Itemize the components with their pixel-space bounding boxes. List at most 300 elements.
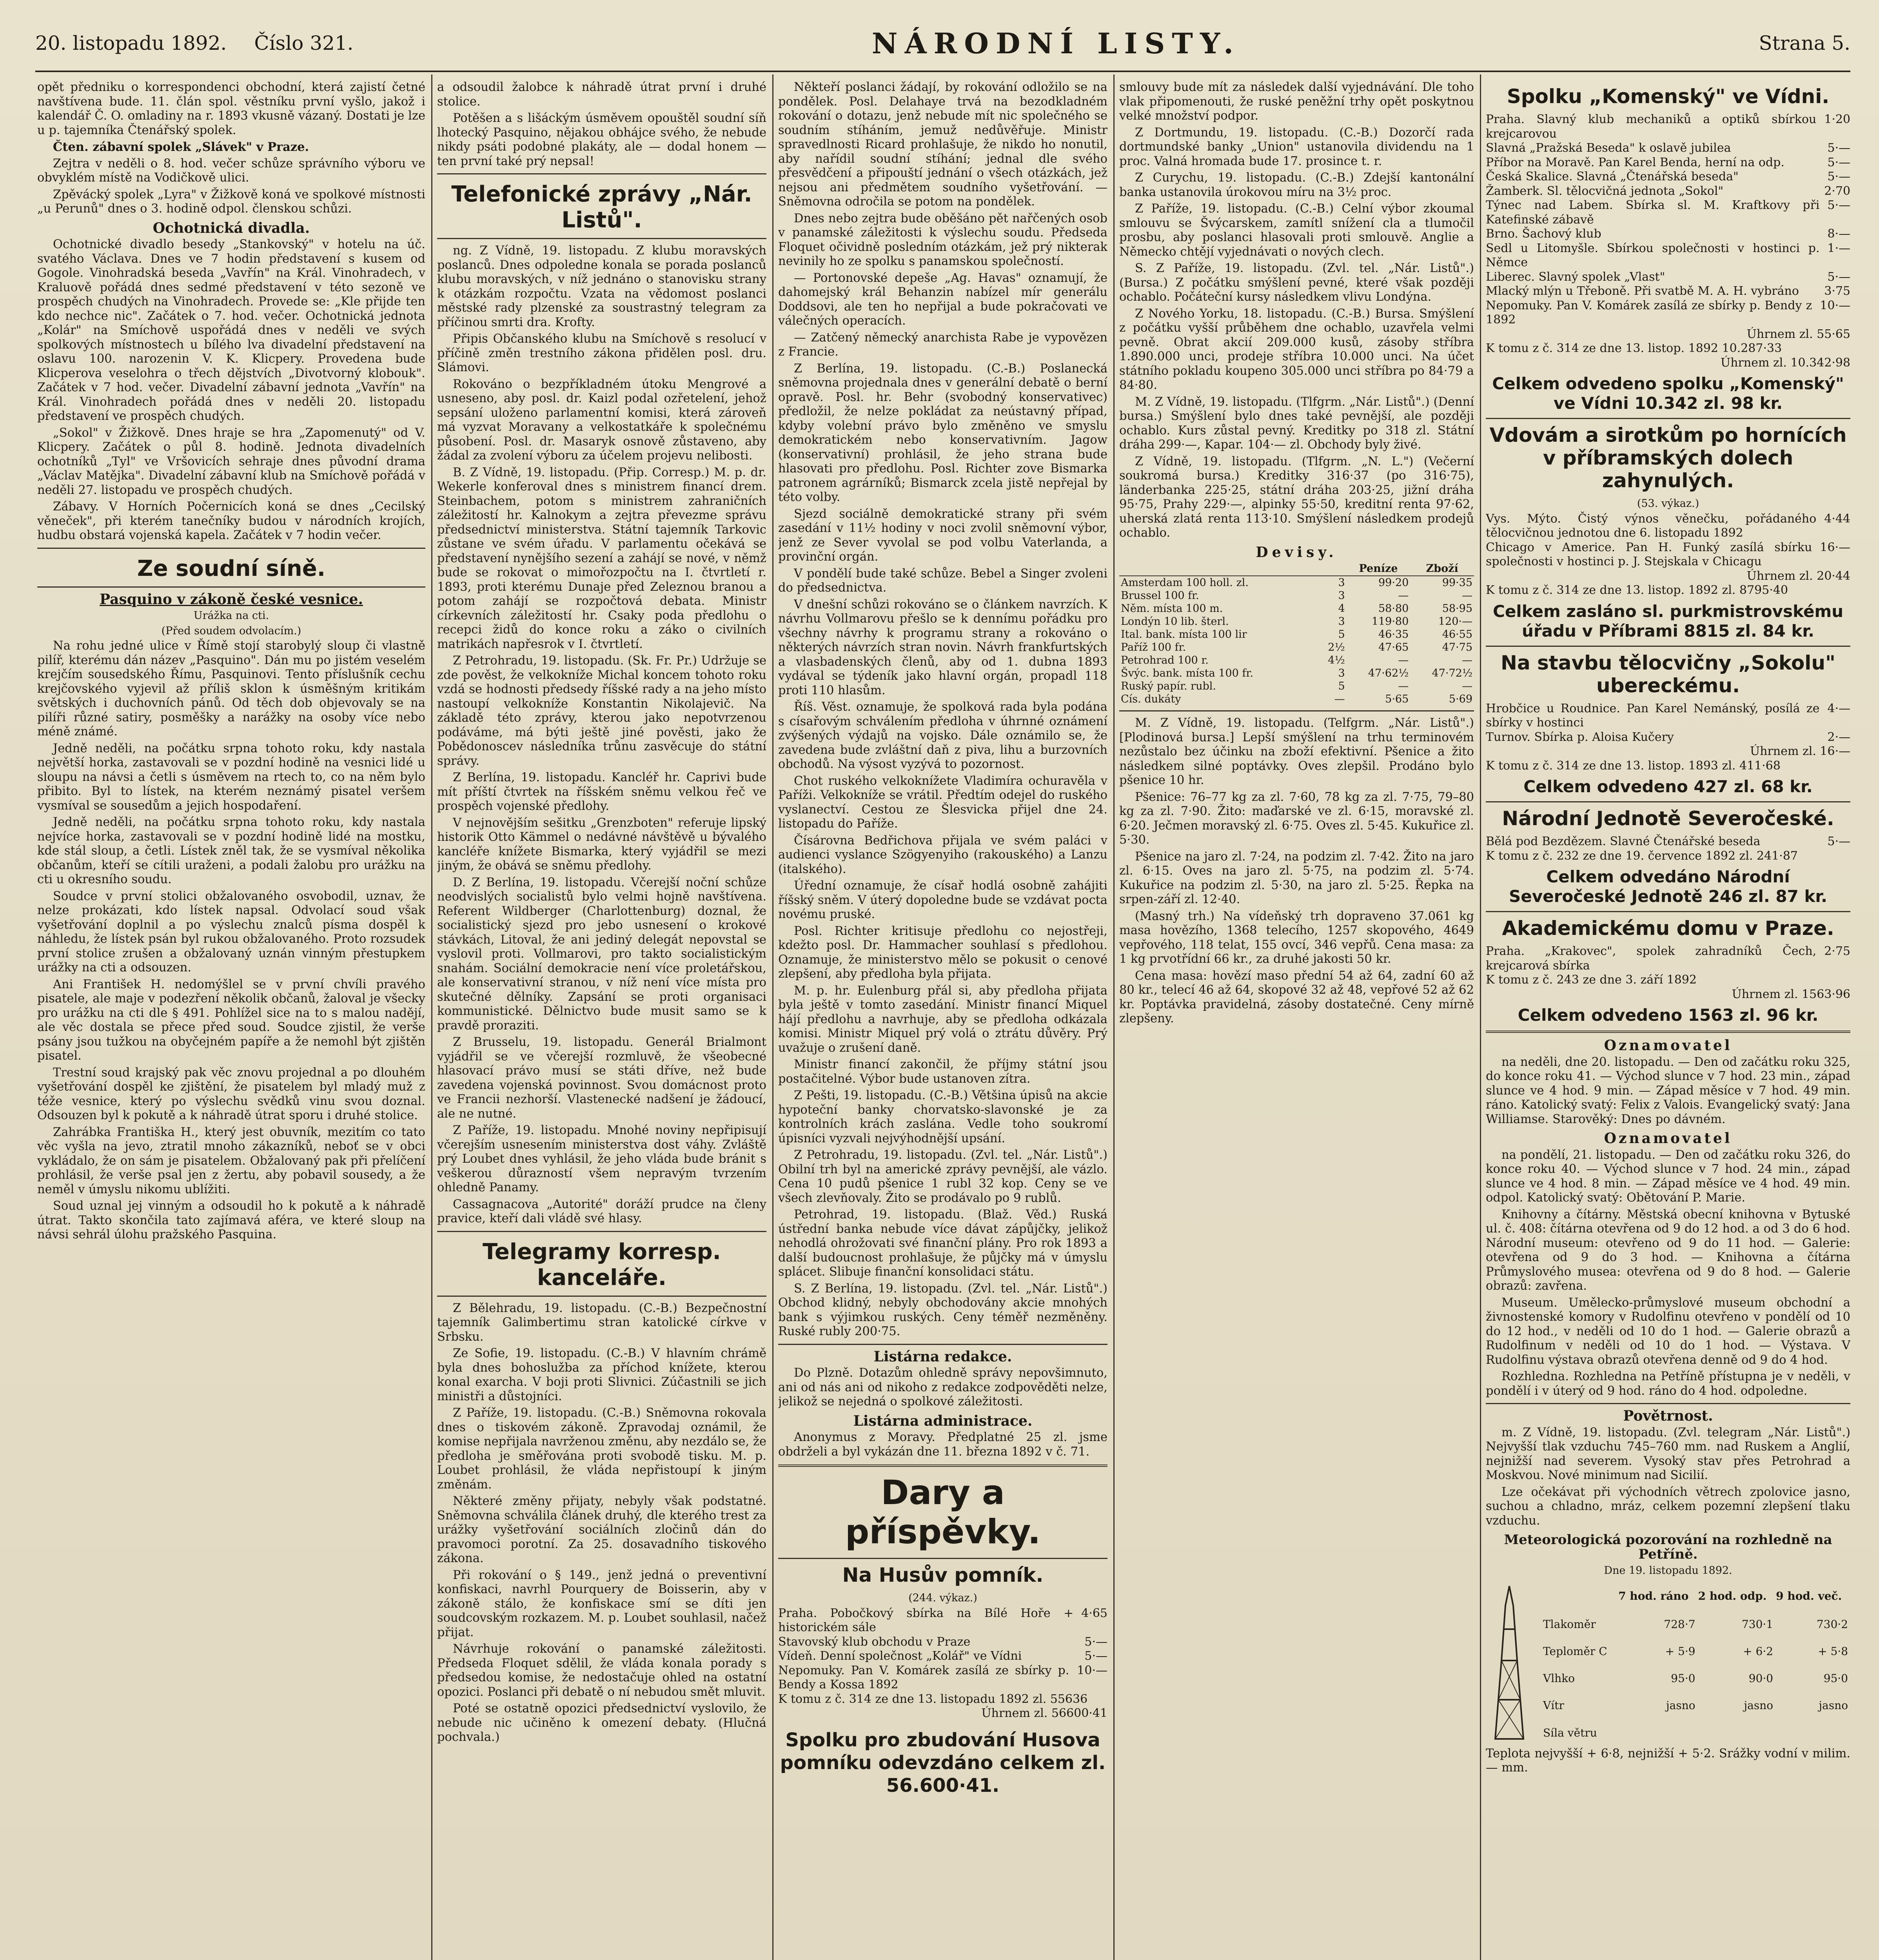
donor-label: Liberec. Slavný spolek „Vlast"	[1486, 270, 1665, 284]
article-subtitle: Urážka na cti.	[193, 610, 269, 622]
donation-row	[778, 1649, 1107, 1664]
table-cell: 47·75	[1442, 641, 1472, 653]
table-cell: 5·69	[1449, 693, 1472, 705]
table-cell: Ital. bank. místa 100 lir	[1121, 628, 1247, 641]
paragraph: smlouvy bude mít za následek další vyjednávání. Dle toho vlak připomenouti, že ruské peněžní trhy opět poskytnou velké množství podpor.	[1119, 80, 1474, 123]
table-cell: —	[1462, 680, 1472, 692]
weather-block	[1486, 1582, 1850, 1747]
table-cell: jasno	[1666, 1699, 1696, 1712]
table-cell: Paříž 100 fr.	[1121, 641, 1186, 653]
table-row	[1541, 1692, 1850, 1719]
donor-label: Vys. Mýto. Čistý výnos věnečku, pořádaného tělocvičnou jednotou dne 6. listopadu 1892	[1486, 512, 1817, 540]
paragraph: Z Dortmundu, 19. listopadu. (C.-B.) Dozorčí rada dortmundské banky „Union" ustanovila dividendu na 1 proc. Valná hromada bude 17. prosince t. r.	[1119, 125, 1474, 168]
table-cell: —	[1398, 654, 1409, 666]
paragraph: Někteří poslanci žádají, by rokování odložilo se na pondělek. Posl. Delahaye trvá na bezodkladném rokování o dotazu, jenž nebude mít nic společného se soudním stíháním, jemuž nedůvěřuje. Ministr spravedlnosti Ricard prohlašuje, že nikdo ho nonutil, aby nařídil soudní stíhání; jednal dle svého přesvědčení a připouští jednání o všech otázkách, jež nejsou ani předmětem soudního vyšetřování. — Sněmovna odročila se potom na pondělek.	[778, 80, 1107, 209]
donation-list	[1486, 702, 1850, 745]
table-row	[1119, 628, 1474, 641]
currency-table	[1119, 562, 1474, 706]
table-cell: Síla větru	[1543, 1726, 1597, 1739]
divider	[1119, 710, 1474, 711]
fund-banner: Spolku pro zbudování Husova pomníku odevzdáno celkem zl. 56.600·41.	[780, 1729, 1106, 1797]
article-title: Pasquino v zákoně české vesnice.	[100, 591, 363, 608]
fund-title: Akademickému domu v Praze.	[1502, 917, 1834, 940]
sum-row	[1486, 744, 1850, 759]
donor-label: Stavovský klub obchodu v Praze	[778, 1635, 971, 1649]
table-cell: 46·55	[1442, 628, 1472, 641]
donation-amount: 1·20	[1824, 113, 1850, 126]
column-5	[1486, 80, 1850, 1960]
column-4	[1119, 80, 1474, 1960]
table-row	[1119, 680, 1474, 693]
sum-row	[1486, 356, 1850, 370]
divider	[437, 1231, 766, 1232]
fund-title: Na Husův pomník.	[842, 1564, 1044, 1586]
table-cell: Londýn 10 lib. šterl.	[1121, 615, 1229, 628]
table-cell: 5	[1338, 680, 1345, 692]
paragraph: Pšenice: 76–77 kg za zl. 7·60, 78 kg za zl. 7·75, 79–80 kg za zl. 7·90. Žito: maďarské ve zl. 6·15, moravské zl. 6·20. Ječmen moravský zl. 6·75. Oves zl. 5·45. Kukuřice zl. 5·30.	[1119, 790, 1474, 847]
paragraph: Z Berlína, 19. listopadu. (C.-B.) Poslanecká sněmovna projednala dnes v generální debatě o berní opravě. Posl. hr. Behr (svobodný konservativec) předložil, že nelze pokládat za neústavný případ, kdyby volební právo bylo změněno ve smyslu demokratickém nebo konservativním. Jagow (konservativní) prohlásil, že jeho strana bude hlasovati pro předlohu. Posl. Richter zove Bismarka patronem agrárníků; Bismarck zcela jistě nepřejal by této volby.	[778, 361, 1107, 504]
table-cell: Amsterdam 100 holl. zl.	[1121, 577, 1249, 589]
column-header	[1541, 1582, 1618, 1611]
table-cell: 99·20	[1378, 577, 1409, 589]
donation-amount: 4·65	[1081, 1606, 1107, 1620]
paragraph: Z Paříže, 19. listopadu. Mnohé noviny nepřipisují včerejším usnesením ministerstva dost váhy. Zvláště prý Loubet dnes vyhlásil, že jeho vláda bude bránit s veškerou důrazností všem nepravým tvrzením ohledně Panamy.	[437, 1123, 766, 1194]
donation-amount: 4·44	[1824, 512, 1850, 526]
sum-row	[1486, 341, 1850, 356]
column-2	[437, 80, 766, 1960]
table-cell: 730·2	[1816, 1617, 1848, 1631]
table-cell: —	[1334, 693, 1345, 705]
paragraph: Z Bělehradu, 19. listopadu. (C.-B.) Bezpečnostní tajemník Galimbertimu stran katolické církve v Srbsku.	[437, 1301, 766, 1344]
donation-row	[1486, 835, 1850, 849]
paragraph: Poté se ostatně opozici předsednictví vyslovilo, že nebude nic učiněno k omezení debaty. (Hlučná pochvala.)	[437, 1702, 766, 1744]
paragraph: Zahrábka Františka H., který jest obuvník, mezitím co tato věc vyšla na jevo, ztratil mnoho zákazníků, neboť se v obci vykládalo, že on sám je pisatelem. Obžalovaný pak při přelíčení prohlásil, že verše psal jen z žertu, aby pobavil sousedy, a že neměl v úmyslu nikomu ublížiti.	[37, 1125, 425, 1196]
sum-label: K tomu z č. 314 ze dne 13. listop. 1892 10.287·33	[1486, 341, 1782, 355]
paragraph: Sjezd sociálně demokratické strany při svém zasedání v 11½ hodiny v noci zvolil sněmovní výbor, jenž ze Sever vyvolal se pod volbu Vaterlanda, a provinční orgán.	[778, 507, 1107, 564]
fund-total: Celkem odvedáno Národní Severočeské Jednotě 246 zl. 87 kr.	[1509, 867, 1827, 906]
table-row	[1119, 589, 1474, 602]
column-rule	[1113, 74, 1115, 1960]
paragraph: S. Z Berlína, 19. listopadu. (Zvl. tel. „Nár. Listů".) Obchod klidný, nebyly obchodovány akcie mnohých bank s výjimkou ruských. Ceny téměř nezměněny. Ruské rubly 200·75.	[778, 1281, 1107, 1338]
fund-title: Národní Jednotě Severočeské.	[1502, 807, 1834, 830]
paragraph: Pšenice na jaro zl. 7·24, na podzim zl. 7·42. Žito na jaro zl. 6·15. Oves na jaro zl. 5·75, na podzim zl. 5·74. Kukuřice na podzim zl. 5·30, na jaro zl. 5·25. Řepka na srpen-září zl. 12·40.	[1119, 849, 1474, 906]
donor-label: Slavná „Pražská Beseda" k oslavě jubilea	[1486, 141, 1731, 155]
donor-label: Praha. „Krakovec", spolek zahradníků Čech, krejcarová sbírka	[1486, 944, 1817, 973]
donation-amount: 5·—	[1084, 1649, 1107, 1663]
donation-row	[1486, 299, 1850, 327]
divider	[778, 1465, 1107, 1467]
paragraph: — Portonovské depeše „Ag. Havas" oznamují, že dahomejský král Behanzin nabízel mír generálu Doddsovi, ale ten ho nepřijal a bude pokračovati ve válečných operacích.	[778, 271, 1107, 328]
donation-row	[1486, 156, 1850, 170]
section-subheading: Listárna redakce.	[873, 1348, 1012, 1365]
divider	[778, 1344, 1107, 1345]
table-cell: Teploměr C	[1543, 1644, 1607, 1658]
donations-heading: Dary a příspěvky.	[845, 1473, 1041, 1552]
paragraph: Připis Občanského klubu na Smíchově s resolucí v příčině změn trestního zákona přidělen posl. dru. Slámovi.	[437, 332, 766, 374]
table-cell	[1776, 1719, 1850, 1746]
page-header	[35, 16, 1850, 72]
fund-total: Celkem odvedeno 427 zl. 68 kr.	[1523, 777, 1813, 796]
fund-title: Vdovám a sirotkům po hornících v příbramských dolech zahynulých.	[1489, 424, 1847, 492]
sum-row	[1486, 849, 1850, 864]
sum-row	[778, 1692, 1107, 1707]
table-cell: 47·62½	[1368, 667, 1409, 679]
donation-row	[1486, 541, 1850, 569]
divider	[1486, 911, 1850, 912]
paragraph: Anonymus z Moravy. Předplatné 25 zl. jsme obdrželi a byl vykázán dne 11. března 1892 v č. 71.	[778, 1430, 1107, 1459]
column-1	[37, 80, 425, 1960]
masthead-title: NÁRODNÍ LISTY.	[871, 26, 1241, 60]
donation-amount: 2·70	[1824, 184, 1850, 198]
donor-label: Týnec nad Labem. Sbírka sl. M. Kraftkovy při Katefinské zábavě	[1486, 198, 1820, 227]
donor-label: Bělá pod Bezdězem. Slavné Čtenářské beseda	[1486, 835, 1761, 848]
donation-row	[1486, 284, 1850, 299]
table-row	[1541, 1665, 1850, 1692]
table-cell: 3	[1338, 667, 1345, 679]
paragraph: a odsoudil žalobce k náhradě útrat první i druhé stolice.	[437, 80, 766, 109]
paragraph: M. Z Vídně, 19. listopadu. (Telfgrm. „Nár. Listů".) [Plodinová bursa.] Lepší smýšlení na trhu terminovém nezůstalo bez účinku na zboží efektivní. Pšenice a žito následkem silné poptávky. Oves zlepšil. Prodáno bylo pšenice 10 hr.	[1119, 716, 1474, 787]
sum-row	[1486, 583, 1850, 598]
column-header: 2 hod. odp.	[1698, 1590, 1767, 1603]
table-cell: Švýc. bank. místa 100 fr.	[1121, 667, 1253, 679]
paragraph: Cena masa: hovězí maso přední 54 až 64, zadní 60 až 80 kr., telecí 46 až 64, skopové 32 až 48, vepřové 52 až 62 kr. Poptávka pravidelná, zásoby dostatečné. Ceny mírně zlepšeny.	[1119, 969, 1474, 1025]
donor-label: Žamberk. Sl. tělocvičná jednota „Sokol"	[1486, 184, 1724, 198]
paragraph: Soud uznal jej vinným a odsoudil ho k pokutě a k náhradě útrat. Takto skončila tato zajímavá aféra, ve které sloup na návsi sehrál úlohu pražského Pasquina.	[37, 1199, 425, 1241]
section-heading-telephone: Telefonické zprávy „Nár. Listů".	[451, 181, 752, 233]
donation-row	[1486, 270, 1850, 285]
paragraph-heading: Čten. zábavní spolek „Slávek" v Praze.	[53, 140, 309, 154]
donation-amount: 10·—	[1820, 298, 1850, 312]
sum-label: K tomu z č. 314 ze dne 13. listopadu 1892 zl. 55636	[778, 1692, 1088, 1706]
paragraph: Ze Sofie, 19. listopadu. (C.-B.) V hlavním chrámě byla dnes bohoslužba za příchod knížete, kterou konal exarcha. V boji proti Slivnici. Zúčastnili se jich ministři a důstojníci.	[437, 1347, 766, 1403]
donor-label: Brno. Šachový klub	[1486, 227, 1601, 241]
table-cell	[1697, 1719, 1776, 1746]
paragraph: Při rokování o § 149., jenž jedná o preventivní konfiskaci, navrhl Pourquery de Boisserin, aby v zákoně stálo, že konfiskace smí se díti jen soudcovským rozkazem. M. p. Loubet souhlasil, načež přijat.	[437, 1568, 766, 1639]
table-cell: 90·0	[1748, 1672, 1773, 1685]
paragraph: Z Paříže, 19. listopadu. (C.-B.) Sněmovna rokovala dnes o tiskovém zákoně. Zpravodaj oznámil, že komise nepřijala navrženou změnu, aby nezdálo se, že předloha je směřována proti svobodě tisku. M. p. Loubet prohlásil, že vláda nepřistoupí k jiným změnám.	[437, 1406, 766, 1492]
column-header: Zboží	[1410, 562, 1474, 576]
section-subheading: Oznamovatel	[1604, 1130, 1732, 1147]
table-cell: 47·72½	[1432, 667, 1472, 679]
section-subheading: Povětrnost.	[1623, 1408, 1713, 1424]
divider	[437, 238, 766, 239]
column-header: 9 hod. več.	[1776, 1590, 1842, 1603]
donor-label: Turnov. Sbírka p. Aloisa Kučery	[1486, 730, 1674, 744]
divider	[1486, 646, 1850, 647]
divider	[437, 173, 766, 174]
table-cell: 119·80	[1371, 615, 1409, 628]
paragraph: Trestní soud krajský pak věc znovu projednal a po dlouhém vyšetřování dospěl ke zjištění, že pisatelem byl mladý muž z téže vesnice, který po výslechu svědků vinu svou doznal. Odsouzen byl k pokutě a k náhradě útrat sporu i druhé stolice.	[37, 1065, 425, 1122]
paragraph: Posl. Richter kritisuje předlohu co nejostřeji, kdežto posl. Dr. Hammacher souhlasí s předlohou. Oznamuje, že ministerstvo mělo se pokusit o cenové zlepšení, aby předloha byla přijata.	[778, 924, 1107, 981]
table-row	[1119, 615, 1474, 628]
donation-amount: 5·—	[1827, 270, 1850, 284]
sum-total: Úhrnem zl. 10.342·98	[1720, 356, 1850, 370]
table-cell: 3	[1338, 590, 1345, 602]
paragraph: Rokováno o bezpříkladném útoku Mengrové a usneseno, aby posl. dr. Kaizl podal ozřetelení, jehož sepsání uloženo parlamentní komisi, která zároveň má vyzvat Moravany a velkostatkáře k společnému působení. Posl. dr. Masaryk osnově zůstaveno, aby žádal za zvolení výboru za účelem projevu nelibosti.	[437, 377, 766, 463]
paragraph: Petrohrad, 19. listopadu. (Blaž. Věd.) Ruská ústřední banka nebude více dávat zápůjčky, jelikož nehodlá ohrožovati své finanční plány. Pro rok 1893 a další budoucnost prohlašuje, že půjčky má v úmyslu splácet. Slibuje finanční konsolidaci státu.	[778, 1208, 1107, 1279]
table-cell: 2½	[1328, 641, 1345, 653]
paragraph: Z Nového Yorku, 18. listopadu. (C.-B.) Bursa. Smýšlení z počátku vyšší průběhem dne ochablo, uzavřela velmi pevně. Obrat akcií 209.000 kusů, zásoby stříbra 1.890.000 unci, prodeje stříbra 10.000 unci. Na účet státního pokladu koupeno 305.000 unci stříbra po 84·79 a 84·80.	[1119, 307, 1474, 392]
issue-date: 20. listopadu 1892.	[35, 32, 227, 54]
sum-label: Úhrnem zl. 20·44	[1746, 569, 1850, 583]
donation-row	[1486, 170, 1850, 184]
column-header: 7 hod. ráno	[1618, 1590, 1689, 1603]
table-row	[1541, 1611, 1850, 1638]
table-cell: 95·0	[1823, 1672, 1848, 1685]
donation-amount: 5·—	[1827, 155, 1850, 169]
donor-label: Příbor na Moravě. Pan Karel Benda, herní na odp.	[1486, 155, 1785, 169]
table-cell: 4	[1338, 603, 1345, 615]
table-cell: Petrohrad 100 r.	[1121, 654, 1209, 666]
column-3	[778, 80, 1107, 1960]
sum-row	[1486, 973, 1850, 987]
paragraph: V dnešní schůzi rokováno se o článkem navrzích. K návrhu Vollmarovu přešlo se k dennímu pořádku pro všechny návrhy k programu strany a rokováno o některých návrzích stran novin. Návrh frankfurtských a vlasbadenských členů, aby od 1. dubna 1893 vydával se týdeník jako hlavní orgán, propadl 118 proti 110 hlasům.	[778, 597, 1107, 697]
sum-row	[778, 1706, 1107, 1721]
donation-amount: 2·—	[1827, 730, 1850, 744]
paragraph: Úřední oznamuje, že císař hodlá osobně zahájiti říšský sněm. V úterý dopoledne bude se vzdávat pocta novému pruské.	[778, 879, 1107, 921]
table-title: Devisy.	[1256, 544, 1338, 561]
donation-amount: 4·—	[1827, 701, 1850, 715]
paragraph: Říš. Věst. oznamuje, že spolková rada byla podána s císařovým schválením předloha v úhrnné oznámení zvýšených výdajů na vojsko. Dále oznámilo se, že zavedena bude zvláštní daň z piva, lihu a burzovních obchodů. Na výsost vyzývá to pozornost.	[778, 700, 1107, 771]
divider	[778, 1558, 1107, 1559]
donor-label: Sedl u Litomyšle. Sbírkou společnosti v hostinci p. Němce	[1486, 241, 1820, 269]
table-cell: Ruský papír. rubl.	[1121, 680, 1216, 692]
donation-row	[1486, 730, 1850, 745]
table-row	[1119, 654, 1474, 667]
table-cell: Tlakoměr	[1543, 1617, 1596, 1631]
paragraph: Dnes nebo zejtra bude oběšáno pět nařčených osob v panamské záležitosti k výslechu soudu. Předseda Floquet očividně posledním otázkám, jež prý nikterak nevinily ho ze spolku s panamskou společností.	[778, 211, 1107, 268]
donation-amount: 5·—	[1827, 835, 1850, 848]
paragraph: Z Brusselu, 19. listopadu. Generál Brialmont vyjádřil se ve včerejší rozmluvě, že všeobecné hlasovací právo musí se státi dříve, než bude zavedena vojenská povinnost. Svou domácnost proto ve Francii nezhorší. Vlastenecké nadšení je žádoucí, ale ne nutné.	[437, 1035, 766, 1121]
paragraph: Chot ruského velkoknížete Vladimíra ochuravěla v Paříži. Velkokníže se vrátil. Předtím odejel do ruského vyslanectví. Cestou ze Šlesvicka přijel dne 24. listopadu do Paříže.	[778, 774, 1107, 831]
paragraph: Z Paříže, 19. listopadu. (C.-B.) Celní výbor zkoumal smlouvu se Švýcarskem, zamítl snížení cla a tlumočil prosbu, aby poslanci hlasovali proti smlouvě. Anglie a Německo chtějí vyjednávati o nových clech.	[1119, 202, 1474, 259]
paragraph: Rozhledna. Rozhledna na Petříně přístupna je v neděli, v pondělí i v úterý od 9 hod. ráno do 4 hod. odpoledne.	[1486, 1370, 1850, 1398]
table-cell	[1618, 1719, 1697, 1746]
table-cell: —	[1462, 590, 1472, 602]
article-subtitle: (Před soudem odvolacím.)	[161, 624, 301, 637]
divider	[1486, 1403, 1850, 1404]
donor-label: Mlacký mlýn u Třeboně. Při svatbě M. A. H. vybráno	[1486, 284, 1799, 298]
fund-subtitle: (53. výkaz.)	[1637, 497, 1699, 510]
donation-row	[778, 1606, 1107, 1635]
donor-label: Praha. Pobočkový sbírka na Bílé Hoře + historickém sále	[778, 1606, 1074, 1634]
paragraph: opět předniku o korrespondenci obchodní, která zajistí četné navštívena bude. 11. člán spol. věstníku první vyšlo, jakož i kalendář Č. O. omladiny na r. 1893 vkusně vázaný. Dostati je lze u p. tajemníka Čtenářský spolek.	[37, 80, 425, 137]
paragraph: Některé změny přijaty, nebyly však podstatné. Sněmovna schválila článek druhý, dle kterého trest za urážky vyšetřování sociálních zločinů dán do pravomoci porotní. Za 25. dosavadního tiskového zákona.	[437, 1494, 766, 1565]
table-cell: 4½	[1328, 654, 1345, 666]
sum-label: K tomu z č. 232 ze dne 19. července 1892 zl. 241·87	[1486, 849, 1798, 863]
table-cell: Něm. místa 100 m.	[1121, 603, 1223, 615]
section-subheading: Oznamovatel	[1604, 1037, 1732, 1054]
donation-list	[778, 1606, 1107, 1692]
sum-row	[1486, 569, 1850, 584]
fund-total: Celkem zasláno sl. purkmistrovskému úřadu v Příbrami 8815 zl. 84 kr.	[1493, 601, 1843, 641]
column-rule	[772, 74, 773, 1960]
table-cell: Cís. dukáty	[1121, 693, 1181, 705]
table-cell: 47·65	[1378, 641, 1409, 653]
donation-row	[1486, 944, 1850, 973]
paragraph: (Masný trh.) Na vídeňský trh dopraveno 37.061 kg masa hovězího, 1368 telecího, 1257 skopového, 4649 vepřového, 118 telat, 155 ovcí, 346 vepřů. Cena masa: za 1 kg prvotřídní 66 kr., za druhé jakosti 50 kr.	[1119, 909, 1474, 966]
table-cell: Vítr	[1543, 1699, 1564, 1712]
donation-row	[1486, 512, 1850, 541]
sum-row	[1486, 759, 1850, 773]
table-header-row	[1119, 562, 1474, 576]
paragraph: — Zatčený německý anarchista Rabe je vypovězen z Francie.	[778, 330, 1107, 359]
section-subheading: Ochotnická divadla.	[152, 220, 310, 236]
donor-label: Česká Skalice. Slavná „Čtenářská beseda"	[1486, 170, 1739, 183]
table-cell: —	[1398, 680, 1409, 692]
sum-label: Úhrnem zl. 55·65	[1746, 327, 1850, 341]
fund-title: Spolku „Komenský" ve Vídni.	[1507, 85, 1830, 108]
divider	[437, 1296, 766, 1297]
donation-list	[1486, 944, 1850, 973]
paragraph: „Sokol" v Žižkově. Dnes hraje se hra „Zapomenutý" od V. Klicpery. Začátek o půl 8. hodině. Jednota divadelních ochotníků „Tyl" ve Vršovicích sehraje dnes původní drama „Václav Matějka". Divadelní zábavní klub na Smíchově pořádá v neděli 27. listopadu ve prospěch chudých.	[37, 426, 425, 497]
paragraph: na pondělí, 21. listopadu. — Den od začátku roku 326, do konce roku 40. — Východ slunce v 7 hod. 24 min., západ slunce ve 4 hod. 8 min. — Západ měsíce ve 4 hod. 49 min. odpol. Katolický svatý: Obětování P. Marie.	[1486, 1148, 1850, 1205]
donation-row	[1486, 141, 1850, 156]
donation-list	[1486, 835, 1850, 849]
column-header	[1317, 562, 1347, 576]
donation-list	[1486, 113, 1850, 327]
paragraph: Návrhuje rokování o panamské záležitosti. Předseda Floquet sdělil, že vláda konala porady s předsedou komise, že nedostačuje ohled na ostatní opozici. Poslanci při debatě o ní nebudou smět mluvit.	[437, 1642, 766, 1699]
section-heading-court: Ze soudní síně.	[137, 555, 326, 581]
donation-amount: 2·75	[1824, 944, 1850, 958]
paragraph: Z Berlína, 19. listopadu. Kancléř hr. Caprivi bude mít příští čtvrtek na říšském sněmu velkou řeč ve prospěch vojenské předlohy.	[437, 771, 766, 813]
donation-row	[1486, 241, 1850, 270]
table-cell: 120·—	[1438, 615, 1472, 628]
table-header-row	[1541, 1582, 1850, 1611]
paragraph: Cassagnacova „Autorité" doráží prudce na členy pravice, kteří dali vládě své hlasy.	[437, 1197, 766, 1225]
issue-number: Číslo 321.	[254, 32, 354, 54]
paragraph: Z Curychu, 19. listopadu. (C.-B.) Zdejší kantonální banka ustanovila úrokovou míru na 3½ proc.	[1119, 171, 1474, 199]
donation-amount: 5·—	[1084, 1635, 1107, 1649]
paragraph: M. p. hr. Eulenburg přál si, aby předloha přijata byla ještě v tomto zasedání. Ministr financí Miquel hájí předlohu a navrhuje, aby se předloha odkázala komisi. Ministr Miquel prý volá o ztrátu důvěry. Prý uvažuje o zrušení daně.	[778, 984, 1107, 1055]
column-header	[1119, 562, 1317, 576]
table-row	[1119, 602, 1474, 615]
sum-row	[1486, 327, 1850, 342]
table-cell: —	[1398, 590, 1409, 602]
paragraph: V pondělí bude také schůze. Bebel a Singer zvoleni do předsednictva.	[778, 566, 1107, 595]
paragraph: Do Plzně. Dotazům ohledně správy nepovšimnuto, ani od nás ani od nikoho z redakce zodpověděti nelze, jelikož se nejedná o spolkové záležitosti.	[778, 1366, 1107, 1408]
table-cell: 95·0	[1671, 1672, 1696, 1685]
table-cell: 3	[1338, 577, 1345, 589]
table-cell: jasno	[1744, 1699, 1773, 1712]
section-subheading: Meteorologická pozorování na rozhledně na Petříně.	[1504, 1532, 1832, 1562]
donation-row	[1486, 227, 1850, 241]
table-cell: 728·7	[1664, 1617, 1696, 1631]
divider	[37, 548, 425, 549]
paragraph: Potěšen a s lišáckým úsměvem opouštěl soudní síň lhotecký Pasquino, nějakou obhájce svého, že nebude nikdy psáti podobné plakáty, ale — dodal honem — ten první také prý nepsal!	[437, 111, 766, 168]
table-cell: 3	[1338, 615, 1345, 628]
table-cell: —	[1462, 654, 1472, 666]
paragraph: Zábavy. V Horních Počernicích koná se dnes „Cecilský věneček", při kterém tanečníky budou v národních krojích, hudbu obstará vojenská kapela. Začátek v 7 hodin večer.	[37, 500, 425, 542]
table-row	[1541, 1719, 1850, 1746]
paragraph: Z Pešti, 19. listopadu. (C.-B.) Většina úpisů na akcie hypoteční banky chorvatsko-slavonské je za kontrolních krách zaslána. Vedle toho soukromí úpisníci vyzvali nejvýhodnější upsání.	[778, 1089, 1107, 1145]
paragraph: S. Z Paříže, 19. listopadu. (Zvl. tel. „Nár. Listů".) (Bursa.) Z počátku smýšlení pevné, které však později ochablo. Počáteční kursy následkem vlivu Londýna.	[1119, 261, 1474, 304]
donation-amount: 5·—	[1827, 198, 1850, 212]
paragraph: M. Z Vídně, 19. listopadu. (Tlfgrm. „Nár. Listů".) (Denní bursa.) Smýšlení bylo dnes také pevnější, ale později ochablo. Kurs zůstal pevný. Kreditky po 318 zl. Státní dráha 299·—, Kapar. 104·— zl. Obchody byly živé.	[1119, 395, 1474, 452]
header-left	[35, 32, 354, 54]
paragraph: Čísárovna Bedřichova přijala ve svém paláci v audienci vyslance Szögyenyiho (rakouského) a Lanzu (italského).	[778, 833, 1107, 876]
section-subheading: Listárna administrace.	[853, 1412, 1033, 1429]
table-cell: 730·1	[1741, 1617, 1773, 1631]
column-rule	[431, 74, 432, 1960]
paragraph: Jedně neděli, na počátku srpna tohoto roku, kdy nastala nejvíce horka, zastavovali se v pozdní hodině lidé na mostku, kde stál sloup, a četli. Lístek zněl tak, že se vysmíval několika občanům, kteří se cítili uraženi, a podali žalobu pro urážku na cti u okresního soudu.	[37, 815, 425, 886]
divider	[1486, 1031, 1850, 1033]
paragraph: Jedně neděli, na počátku srpna tohoto roku, kdy nastala největší horka, zastavovali se v pozdní hodině na vesnici lidé u sloupu na návsi a četli s úsměvem na rtech to, co na něm bylo přibito. Byl to lístek, na kterém neznámý pisatel veršem vysmíval se sousedům a jejich hospodaření.	[37, 741, 425, 813]
paragraph: Knihovny a čítárny. Městská obecní knihovna v Bytuské ul. č. 408: čítárna otevřena od 9 do 12 hod. a od 3 do 6 hod. Národní museum: otevřeno od 9 do 11 hod. — Galerie: otevřena od 9 do 3 hod. — Knihovna a čítárna Průmyslového musea: otevřena od 9 do 8 hod. — Galerie obrazů: zavřena.	[1486, 1207, 1850, 1293]
donation-amount: 16·—	[1820, 540, 1850, 554]
table-row	[1541, 1638, 1850, 1665]
paragraph: m. Z Vídně, 19. listopadu. (Zvl. telegram „Nár. Listů".) Nejvyšší tlak vzduchu 745–760 mm. nad Ruskem a Anglií, nejnižší nad severem. Vysoký stav přes Petrohrad a Moskvou. Nové minimum nad Sicilií.	[1486, 1425, 1850, 1482]
page-number: Strana 5.	[1759, 32, 1850, 54]
donation-row	[1486, 702, 1850, 730]
fund-total: Celkem odvedeno spolku „Komenský" ve Vídni 10.342 zl. 98 kr.	[1492, 374, 1844, 413]
weather-date: Dne 19. listopadu 1892.	[1604, 1564, 1732, 1577]
sum-label: K tomu z č. 243 ze dne 3. září 1892	[1486, 973, 1697, 987]
paragraph: na neděli, dne 20. listopadu. — Den od začátku roku 325, do konce roku 41. — Východ slunce v 7 hod. 23 min., západ slunce ve 4 hod. 9 min. — Západ měsíce v 7 hod. 49 min. ráno. Katolický svatý: Felix z Valois. Evangelický svatý: Jana Williamse. Starověký: Dnes po dávném.	[1486, 1055, 1850, 1126]
paragraph: Ochotnické divadlo besedy „Stankovský" v hotelu na úč. svatého Václava. Dnes ve 7 hodin představení s kusem od Gogole. Vinohradská beseda „Vavřín" na Král. Vinohradech, v Kraluově pořádá dnes sedmé představení v této sezoně ve prospěch chudých na Vinohradech. Provede se: „Kle přijde ten kdo nechce nic". Začátek o 7. hod. večer. Ochotnická jednota „Kolár" na Smíchově uspořádá dnes v neděli ve svých spolkových místnostech u bílého lva divadelní představení na oslavu 100. narozenin V. K. Klicpery. Provedena bude Klicperova veselohra o třech dějstvích „Divotvorný klobouk". Začátek v 7 hod. večer. Divadelní zábavní jednota „Vavřín" na Král. Vinohradech pořádá dnes v neděli 20. listopadu představení ve prospěch chudých.	[37, 238, 425, 423]
donation-row	[778, 1635, 1107, 1650]
paragraph: Museum. Umělecko-průmyslové museum obchodní a živnostenské komory v Rudolfinu otevřeno v pondělí od 10 do 12 hod., v neděli od 10 do 1 hod. — Galerie obrazů a Rudolfinum v neděli od 10 do 1 hod. — Výstava. V Rudolfinu výstava obrazů otevřena denně od 9 do 4 hod.	[1486, 1296, 1850, 1367]
weather-table	[1541, 1582, 1850, 1747]
donation-amount: 8·—	[1827, 227, 1850, 241]
donation-amount: 10·—	[1077, 1663, 1107, 1677]
fund-total: Celkem odvedeno 1563 zl. 96 kr.	[1518, 1005, 1819, 1025]
paragraph: Z Vídně, 19. listopadu. (Tlfgrm. „N. L.") (Večerní soukromá bursa.) Kreditky 316·37 (po 316·75), länderbanka 225·25, státní dráha 203·25, jižní dráha 95·75, Prahy 229·—, alpinky 55·50, kreditní renta 97·62, uherská zlatá renta 113·10. Smýšlení následkem prodejů ochablo.	[1119, 454, 1474, 540]
donor-label: Vídeň. Denní společnost „Kolář" ve Vídni	[778, 1649, 1022, 1663]
paragraph: Ministr financí zakončil, že příjmy státní jsou postačitelné. Výbor bude ustanoven zítra.	[778, 1058, 1107, 1086]
divider	[1486, 801, 1850, 802]
donation-amount: 5·—	[1827, 141, 1850, 155]
paragraph: Na rohu jedné ulice v Římě stojí starobylý sloup či vlastně pilíř, kterému dán název „Pasquino". Dán mu po jistém veselém krejčím sousedského Římu, Pasquinovi. Tento příslušník cechu krejčovského vyjevil až příliš sklon k úsměšným kritikám světských i duchovních pánů. Od těch dob objevovaly se na pilíři různé satiry, posměšky a narážky na osoby více nebo méně známé.	[37, 639, 425, 739]
donor-label: Chicago v Americe. Pan H. Funký zasílá sbírku společnosti v hostinci p. J. Stejskala v Chicagu	[1486, 540, 1812, 568]
donation-amount: 3·75	[1824, 284, 1850, 298]
sum-label: K tomu z č. 314 ze dne 13. listop. 1892 zl. 8795·40	[1486, 583, 1788, 597]
donation-row	[1486, 184, 1850, 199]
donor-label: Nepomuky. Pan V. Komárek zasílá ze sbírky p. Bendy a Kossa 1892	[778, 1663, 1069, 1691]
table-cell: + 6·2	[1743, 1644, 1773, 1658]
donation-row	[1486, 113, 1850, 141]
table-row	[1119, 693, 1474, 706]
paragraph: Teplota nejvyšší + 6·8, nejnižší + 5·2. Srážky vodní v milim. — mm.	[1486, 1746, 1850, 1775]
paragraph: ng. Z Vídně, 19. listopadu. Z klubu moravských poslanců. Dnes odpoledne konala se porada poslanců klubu moravských, v níž jednáno o stanovisku strany k otázkám rozpočtu. Vzata na vědomost poslanci městské rady plzenské za soustrastný telegram za příčinou smrti dra. Krofty.	[437, 244, 766, 329]
table-cell: 5	[1338, 628, 1345, 641]
paragraph: Ani František H. nedomýšlel se v první chvíli pravého pisatele, ale maje v podezření několik občanů, žaloval je všecky pro urážku na cti dle § 491. Pohlížel sice na to s malou nadějí, ale věc dostala se přece před soud. Soudce zjistil, že verše psány jsou tužkou na obyčejném papíře a že nemohl být zjištěn pisatel.	[37, 977, 425, 1063]
fund-title: Na stavbu tělocvičny „Sokolu" ubereckému.	[1501, 651, 1835, 697]
donor-label: Praha. Slavný klub mechaniků a optiků sbírkou krejcarovou	[1486, 113, 1817, 141]
paragraph: V nejnovějším sešitku „Grenzboten" referuje lipský historik Otto Kämmel o nedávné návštěvě u bývalého kancléře knížete Bismarka, který vyjádřil se mezi jiným, že obává se sněmu předlohy.	[437, 816, 766, 873]
donation-amount: 1·—	[1827, 241, 1850, 255]
paragraph: D. Z Berlína, 19. listopadu. Včerejší noční schůze neodvislých socialistů bylo velmi hojně navštívena. Referent Wildberger (Charlottenburg) doznal, že socialistický sjezd pro jebo usnesení o krokové stávkách, Litoval, že ani jediný delegát nepovstal se vyslovil proti. Vollmarovi, pro takto socialistickým snahám. Sociální demokracie není více proletářskou, ale konservativní stranou, v níž není více místa pro skutečné dělníky. Zapsání se proti organisaci kommunistické. Dělnictvo bude musit samo se k pravdě proraziti.	[437, 875, 766, 1033]
paragraph: Zpěvácký spolek „Lyra" v Žižkově koná ve spolkové místnosti „u Perunů" dnes o 3. hodině odpol. členskou schůzi.	[37, 187, 425, 216]
donor-label: Hrobčice u Roudnice. Pan Karel Nemánský, posílá ze sbírky v hostinci	[1486, 701, 1820, 730]
table-row	[1119, 641, 1474, 654]
table-cell: 99·35	[1442, 577, 1472, 589]
table-row	[1119, 667, 1474, 680]
table-cell: 58·95	[1442, 603, 1472, 615]
donation-list	[1486, 512, 1850, 569]
table-cell: 58·80	[1378, 603, 1409, 615]
sum-total: Úhrnem zl. 1563·96	[1732, 987, 1850, 1001]
petrin-tower-icon	[1486, 1582, 1533, 1747]
divider	[37, 586, 425, 588]
donation-row	[1486, 198, 1850, 227]
paragraph: Zejtra v neděli o 8. hod. večer schůze správního výboru ve obvyklém místě na Vodičkově ulici.	[37, 156, 425, 185]
donation-row	[778, 1664, 1107, 1692]
column-header: Peníze	[1347, 562, 1411, 576]
table-cell: + 5·8	[1818, 1644, 1848, 1658]
fund-subtitle: (244. výkaz.)	[908, 1592, 977, 1604]
sum-total: Úhrnem zl. 56600·41	[981, 1706, 1107, 1720]
